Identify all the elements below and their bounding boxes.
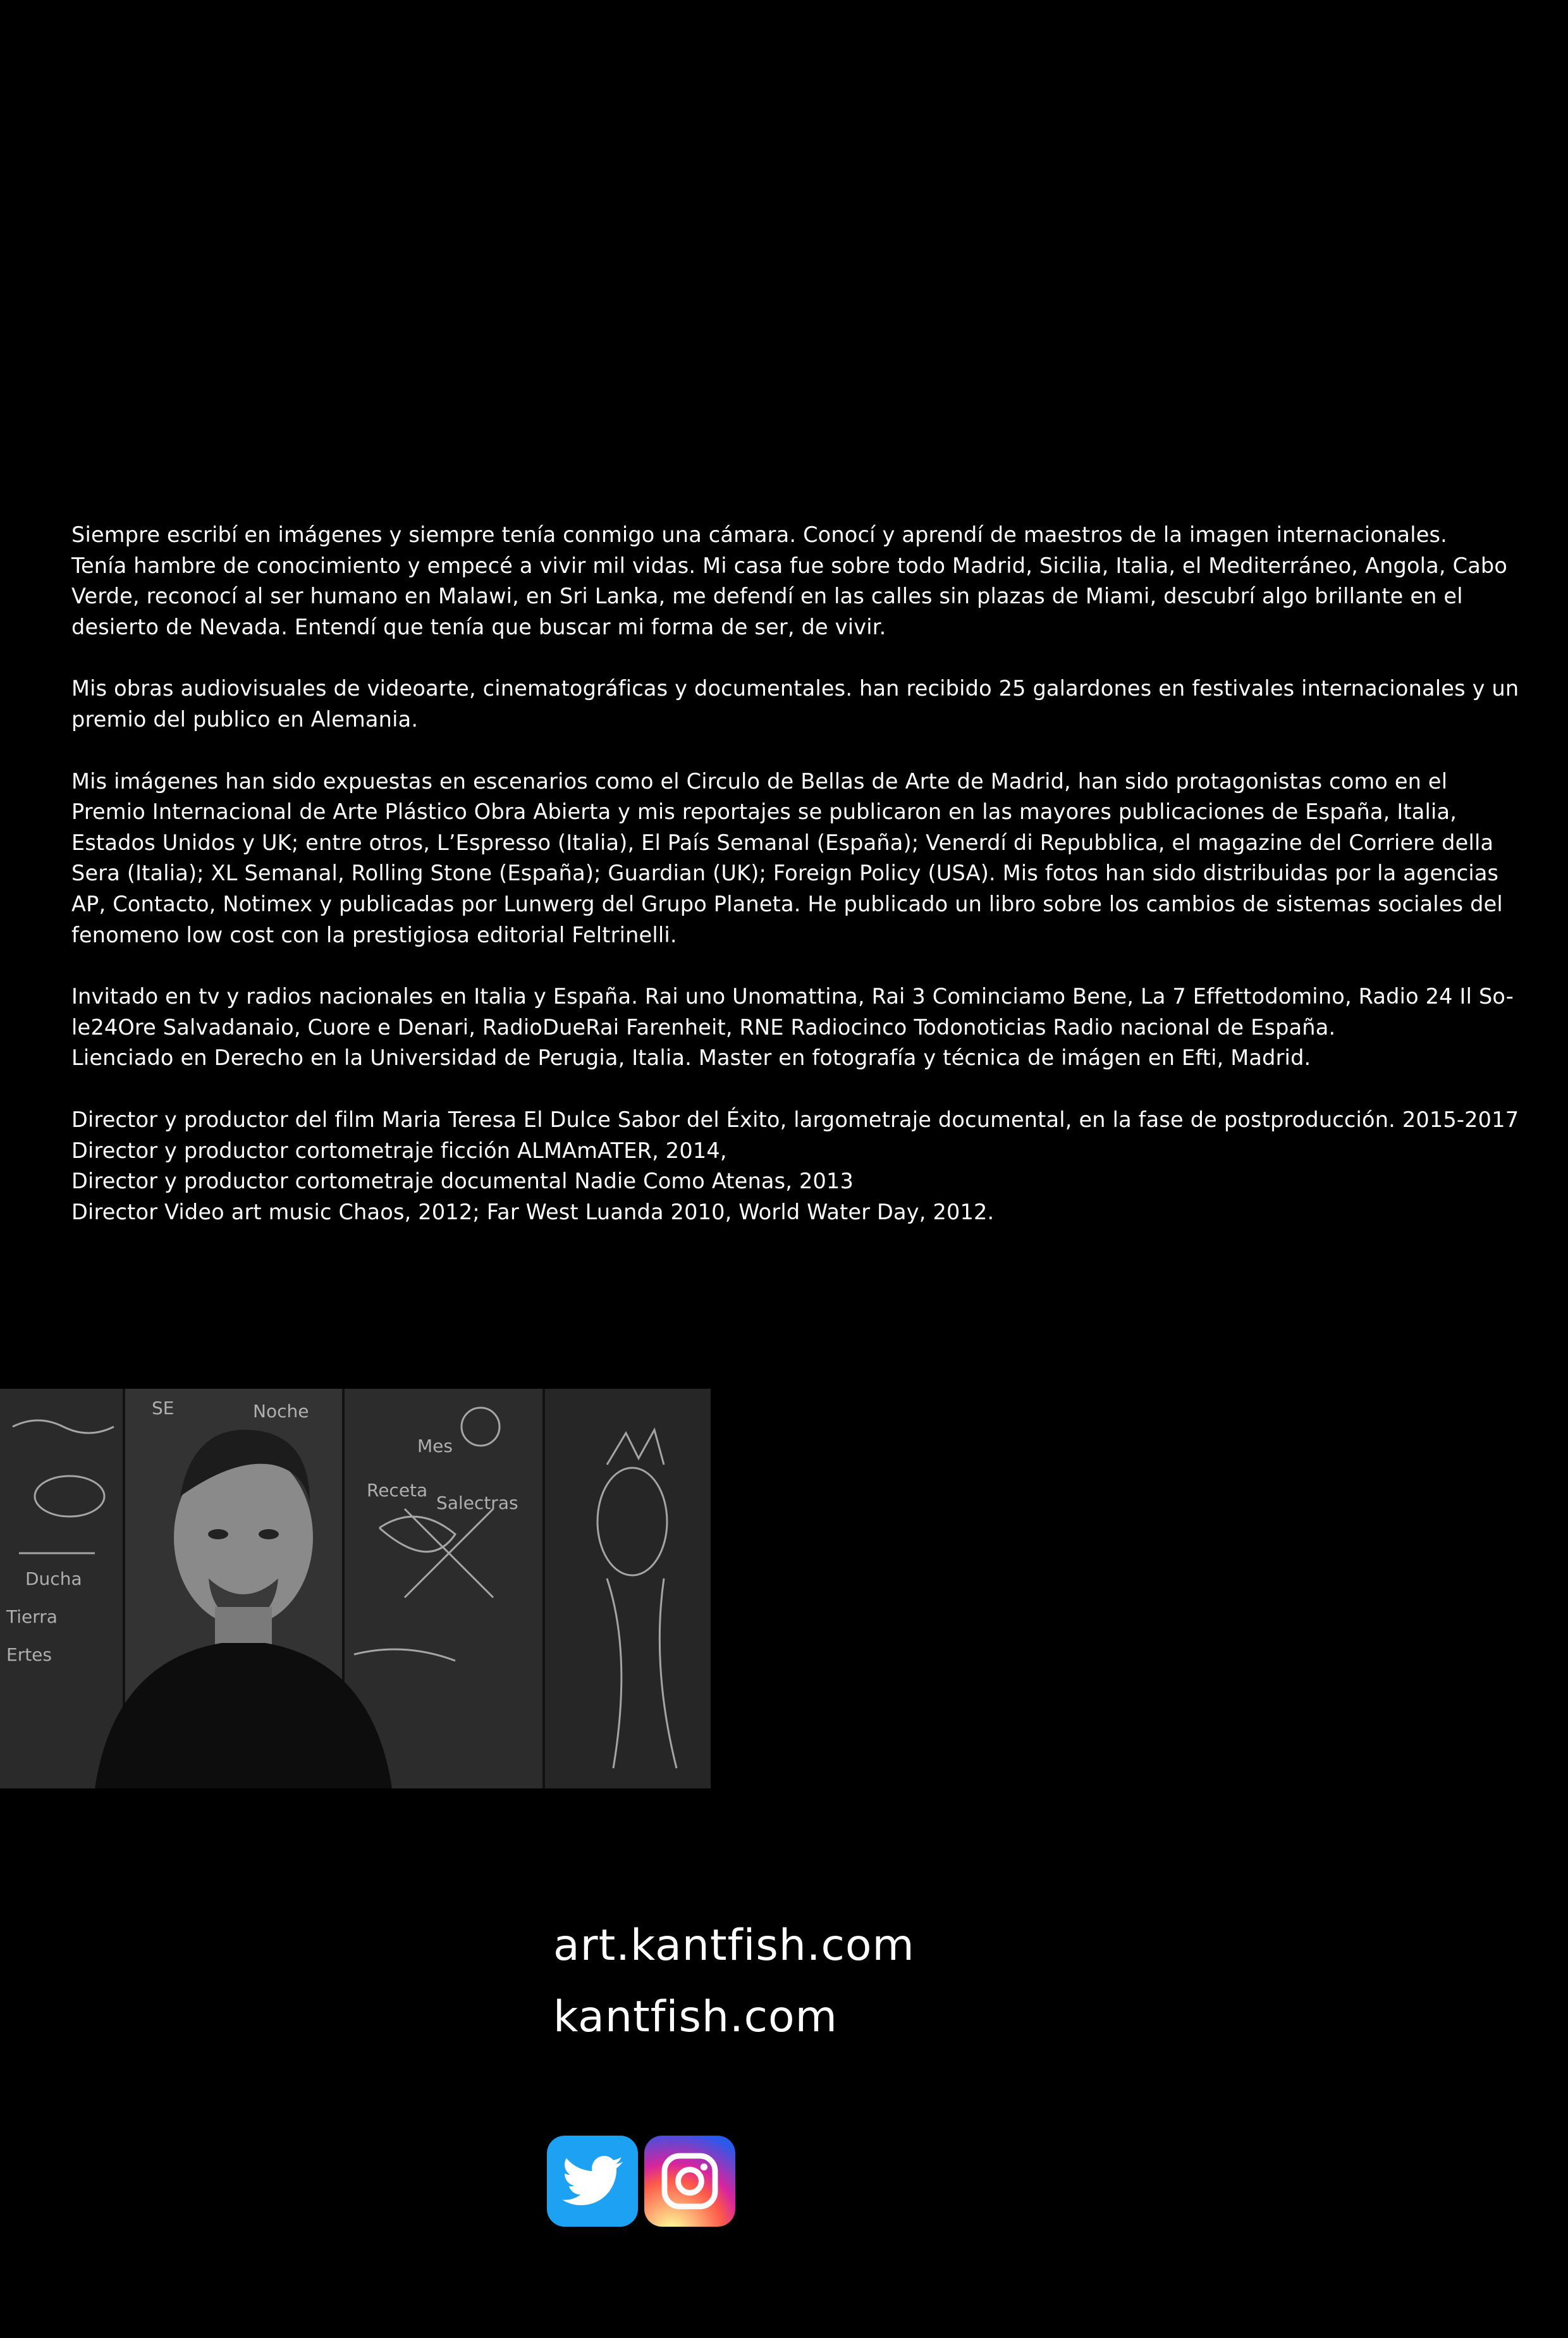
chalk-word: Receta (367, 1480, 428, 1501)
chalk-word: Ducha (25, 1568, 82, 1589)
chalk-word: Tierra (6, 1606, 58, 1627)
bio-line: Director y productor cortometraje ficción ALMAmATER, 2014, (71, 1138, 727, 1163)
bio-line: Director y productor del film Maria Teresa El Dulce Sabor del Éxito, largometraje documental, en la fase de postproducción. 2015-2017 (71, 1107, 1519, 1132)
bio-line: Director Video art music Chaos, 2012; Far West Luanda 2010, World Water Day, 2012. (71, 1199, 995, 1224)
bio-line: Tenía hambre de conocimiento y empecé a vivir mil vidas. Mi casa fue sobre todo Madrid, Sicilia, Italia, el Mediterráneo, Angola, Cabo (71, 553, 1508, 578)
bio-line: desierto de Nevada. Entendí que tenía que buscar mi forma de ser, de vivir. (71, 614, 886, 639)
bio-line: Lienciado en Derecho en la Universidad de Perugia, Italia. Master en fotografía y técnica de imágen en Efti, Madrid. (71, 1045, 1311, 1071)
bio-line: Siempre escribí en imágenes y siempre tenía conmigo una cámara. Conocí y aprendí de maestros de la imagen internacionales. (71, 522, 1448, 547)
chalk-word: Ertes (6, 1644, 52, 1665)
link-kantfish[interactable]: kantfish.com (553, 1992, 838, 2042)
bio-paragraph-2 (71, 674, 1526, 735)
instagram-camera-icon (659, 2151, 720, 2212)
bio-paragraph-1 (71, 520, 1526, 643)
bio-paragraph-3 (71, 766, 1526, 951)
chalk-word: SE (152, 1398, 175, 1418)
chalk-word: Salectras (436, 1492, 518, 1513)
portrait-illustration (0, 1389, 711, 1788)
bio-line: Premio Internacional de Arte Plástico Obra Abierta y mis reportajes se publicaron en las mayores publicaciones de España, Italia, (71, 799, 1457, 825)
website-links (553, 1910, 915, 2053)
instagram-button[interactable] (644, 2136, 735, 2227)
bio-line: AP, Contacto, Notimex y publicadas por Lunwerg del Grupo Planeta. He publicado un libro sobre los cambios de sistemas sociales del (71, 891, 1503, 916)
bio-paragraph-4 (71, 981, 1526, 1074)
twitter-button[interactable] (547, 2136, 638, 2227)
bio-line: Mis obras audiovisuales de videoarte, cinematográficas y documentales. han recibido 25 galardones en festivales internacionales y un (71, 676, 1519, 701)
bio-line: Director y productor cortometraje documental Nadie Como Atenas, 2013 (71, 1169, 854, 1194)
chalk-word: Noche (253, 1401, 309, 1422)
twitter-bird-icon (562, 2156, 623, 2206)
bio-text (71, 520, 1526, 1258)
link-art-kantfish[interactable]: art.kantfish.com (553, 1921, 915, 1971)
bio-line: Verde, reconocí al ser humano en Malawi, en Sri Lanka, me defendí en las calles sin plazas de Miami, descubrí algo brillante en el (71, 584, 1463, 609)
social-links (547, 2136, 735, 2227)
portrait-photo (0, 1389, 711, 1788)
bio-line: fenomeno low cost con la prestigiosa editorial Feltrinelli. (71, 922, 677, 947)
bio-line: Mis imágenes han sido expuestas en escenarios como el Circulo de Bellas de Arte de Madrid, han sido protagonistas como en el (71, 768, 1448, 794)
chalk-word: Mes (417, 1436, 453, 1456)
bio-line: Invitado en tv y radios nacionales en Italia y España. Rai uno Unomattina, Rai 3 Cominciamo Bene, La 7 Effettodomino, Radio 24 Il So- (71, 984, 1514, 1009)
bio-line: Sera (Italia); XL Semanal, Rolling Stone (España); Guardian (UK); Foreign Policy (USA). Mis fotos han sido distribuidas por la agencias (71, 861, 1499, 886)
bio-line: Estados Unidos y UK; entre otros, L’Espresso (Italia), El País Semanal (España); Venerdí di Repubblica, el magazine del Corriere della (71, 830, 1494, 855)
bio-line: premio del publico en Alemania. (71, 706, 419, 732)
bio-paragraph-5 (71, 1105, 1526, 1227)
bio-line: le24Ore Salvadanaio, Cuore e Denari, RadioDueRai Farenheit, RNE Radiocinco Todonoticias Radio nacional de España. (71, 1014, 1336, 1040)
